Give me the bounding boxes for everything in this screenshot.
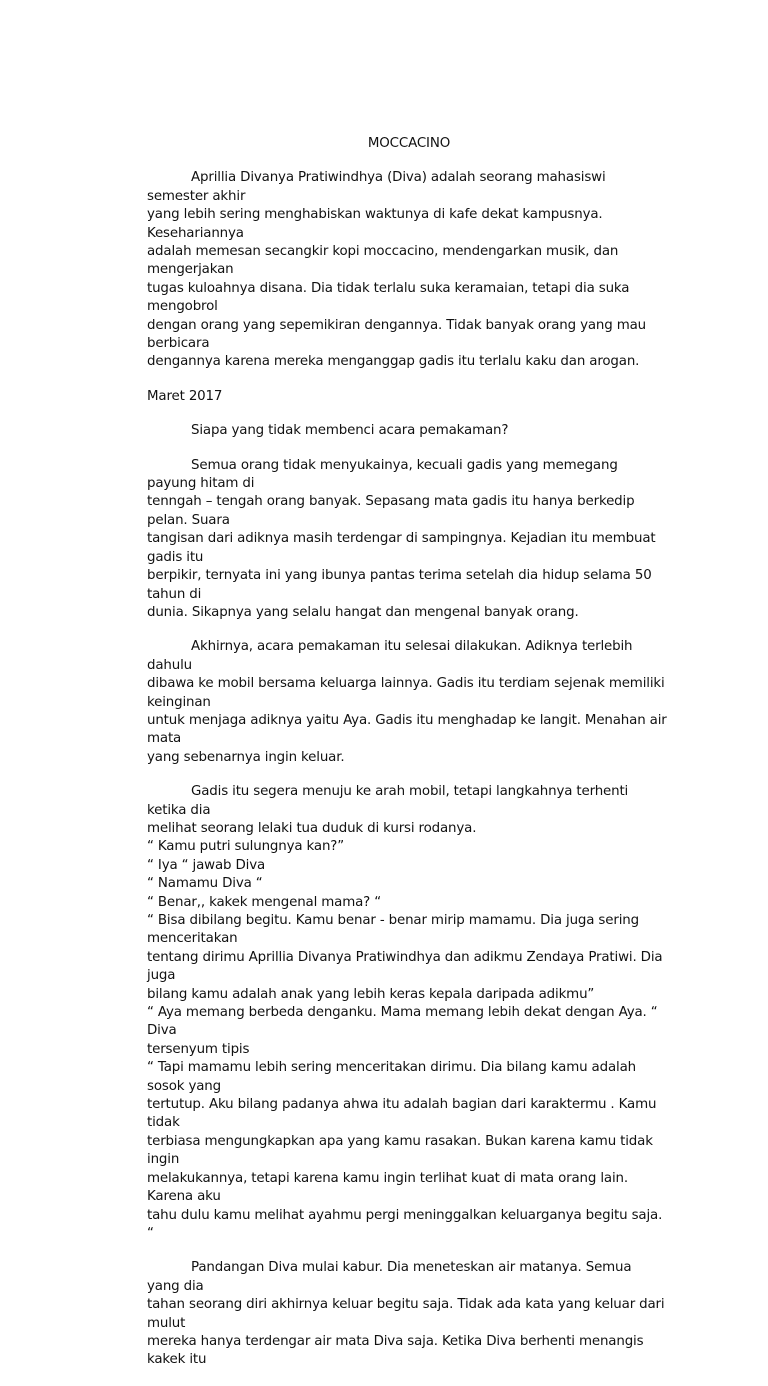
dialogue-line: “ Aya memang berbeda denganku. Mama memang lebih dekat dengan Aya. “ Diva tersenyum tipis [147, 1005, 658, 1057]
dialogue-line: “ Kamu putri sulungnya kan?” [147, 839, 345, 855]
dialogue-line: “ Benar,, kakek mengenal mama? “ [147, 894, 382, 910]
story-paragraph-4: Gadis itu segera menuju ke arah mobil, tetapi langkahnya terhenti ketika dia melihat seorang lelaki tua duduk di kursi rodanya. [147, 784, 629, 836]
story-paragraph-1: Siapa yang tidak membenci acara pemakaman? [191, 423, 509, 439]
dialogue-line: “ Iya “ jawab Diva [147, 857, 266, 873]
dialogue-line: “ Tapi mamamu lebih sering menceritakan dirimu. Dia bilang kamu adalah sosok yang tertutup. Aku bilang padanya ahwa itu adalah bagian dari karaktermu . Kamu tidak terbiasa mengungkapkan apa yang kamu rasakan. Bukan karena kamu tidak ingin melakukannya, tetapi karena kamu ingin terlihat kuat di mata orang lain. Karena aku tahu dulu kamu melihat ayahmu pergi meninggalkan keluarganya begitu saja. “ [147, 1060, 663, 1241]
story-paragraph-2: Semua orang tidak menyukainya, kecuali gadis yang memegang payung hitam di tenngah – tengah orang banyak. Sepasang mata gadis itu hanya berkedip pelan. Suara tangisan dari adiknya masih terdengar di sampingnya. Kejadian itu membuat gadis itu berpikir, ternyata ini yang ibunya pantas terima setelah dia hidup selama 50 tahun di dunia. Sikapnya yang selalu hangat dan mengenal banyak orang. [147, 457, 656, 620]
dialogue-line: “ Bisa dibilang begitu. Kamu benar - benar mirip mamamu. Dia juga sering menceritakan tentang dirimu Aprillia Divanya Pratiwindhya dan adikmu Zendaya Pratiwi. Dia juga bilang kamu adalah anak yang lebih keras kepala daripada adikmu” [147, 913, 663, 1002]
document-body [147, 135, 667, 1386]
date-heading: Maret 2017 [147, 388, 223, 404]
intro-paragraph: Aprillia Divanya Pratiwindhya (Diva) adalah seorang mahasiswi semester akhir yang lebih sering menghabiskan waktunya di kafe dekat kampusnya. Kesehariannya adalah memesan secangkir kopi moccacino, mendengarkan musik, dan mengerjakan tugas kuloahnya disana. Dia tidak terlalu suka keramaian, tetapi dia suka mengobrol dengan orang yang sepemikiran dengannya. Tidak banyak orang yang mau berbicara dengannya karena mereka menganggap gadis itu terlalu kaku dan arogan. [147, 170, 646, 370]
dialogue-line: “ Namamu Diva “ [147, 876, 263, 892]
story-paragraph-5: Pandangan Diva mulai kabur. Dia meneteskan air matanya. Semua yang dia tahan seorang diri akhirnya keluar begitu saja. Tidak ada kata yang keluar dari mulut mereka hanya terdengar air mata Diva saja. Ketika Diva berhenti menangis kakek itu [147, 1260, 665, 1368]
story-paragraph-3: Akhirnya, acara pemakaman itu selesai dilakukan. Adiknya terlebih dahulu dibawa ke mobil bersama keluarga lainnya. Gadis itu terdiam sejenak memiliki keinginan untuk menjaga adiknya yaitu Aya. Gadis itu menghadap ke langit. Menahan air mata yang sebenarnya ingin keluar. [147, 639, 667, 765]
dialogue-block [147, 838, 667, 1243]
document-title: MOCCACINO [367, 136, 451, 151]
